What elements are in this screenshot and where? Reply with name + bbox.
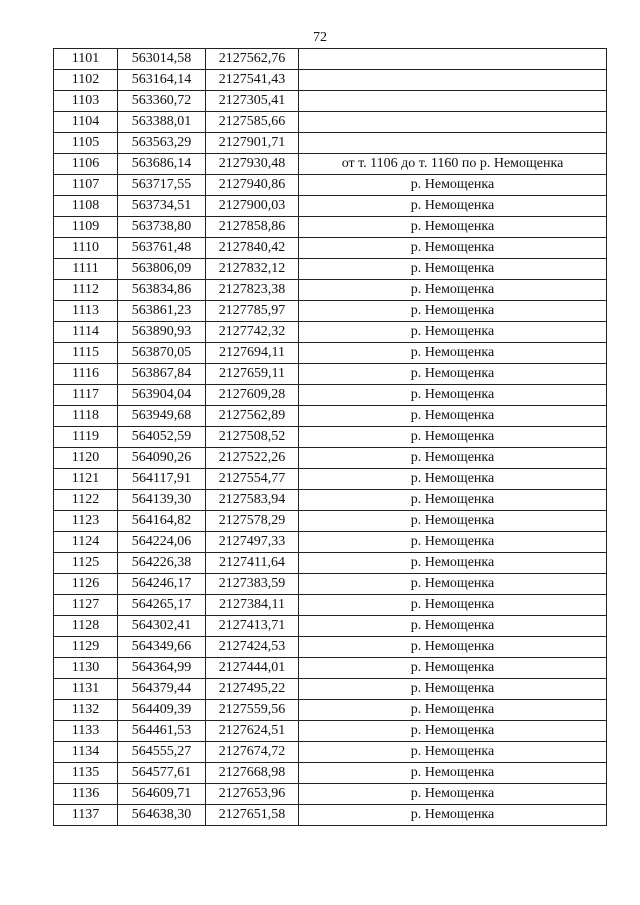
boundary-description-cell: от т. 1106 до т. 1160 по р. Немощенка [299,154,607,175]
boundary-description-cell: р. Немощенка [299,175,607,196]
x-coordinate-cell: 564638,30 [118,805,206,826]
y-coordinate-cell: 2127444,01 [206,658,299,679]
y-coordinate-cell: 2127785,97 [206,301,299,322]
point-number-cell: 1113 [54,301,118,322]
y-coordinate-cell: 2127424,53 [206,637,299,658]
x-coordinate-cell: 564461,53 [118,721,206,742]
x-coordinate-cell: 563890,93 [118,322,206,343]
boundary-description-cell: р. Немощенка [299,616,607,637]
y-coordinate-cell: 2127305,41 [206,91,299,112]
table-row [54,343,607,364]
point-number-cell: 1133 [54,721,118,742]
boundary-description-cell: р. Немощенка [299,784,607,805]
y-coordinate-cell: 2127742,32 [206,322,299,343]
table-row [54,658,607,679]
table-row [54,259,607,280]
point-number-cell: 1119 [54,427,118,448]
table-row [54,70,607,91]
y-coordinate-cell: 2127578,29 [206,511,299,532]
coordinates-table [53,48,607,826]
boundary-description-cell: р. Немощенка [299,532,607,553]
point-number-cell: 1134 [54,742,118,763]
x-coordinate-cell: 563870,05 [118,343,206,364]
point-number-cell: 1107 [54,175,118,196]
y-coordinate-cell: 2127659,11 [206,364,299,385]
y-coordinate-cell: 2127522,26 [206,448,299,469]
point-number-cell: 1114 [54,322,118,343]
x-coordinate-cell: 564349,66 [118,637,206,658]
boundary-description-cell: р. Немощенка [299,385,607,406]
table-row [54,364,607,385]
point-number-cell: 1132 [54,700,118,721]
point-number-cell: 1120 [54,448,118,469]
point-number-cell: 1103 [54,91,118,112]
y-coordinate-cell: 2127940,86 [206,175,299,196]
boundary-description-cell: р. Немощенка [299,658,607,679]
page-number: 72 [313,30,327,45]
boundary-description-cell: р. Немощенка [299,553,607,574]
table-row [54,196,607,217]
point-number-cell: 1124 [54,532,118,553]
x-coordinate-cell: 564265,17 [118,595,206,616]
coordinates-table-body [54,49,607,826]
x-coordinate-cell: 564164,82 [118,511,206,532]
table-row [54,637,607,658]
boundary-description-cell [299,91,607,112]
point-number-cell: 1122 [54,490,118,511]
y-coordinate-cell: 2127559,56 [206,700,299,721]
point-number-cell: 1126 [54,574,118,595]
x-coordinate-cell: 563388,01 [118,112,206,133]
point-number-cell: 1106 [54,154,118,175]
x-coordinate-cell: 563014,58 [118,49,206,70]
point-number-cell: 1121 [54,469,118,490]
point-number-cell: 1137 [54,805,118,826]
table-row [54,679,607,700]
y-coordinate-cell: 2127508,52 [206,427,299,448]
y-coordinate-cell: 2127668,98 [206,763,299,784]
table-row [54,574,607,595]
boundary-description-cell: р. Немощенка [299,259,607,280]
y-coordinate-cell: 2127554,77 [206,469,299,490]
y-coordinate-cell: 2127858,86 [206,217,299,238]
point-number-cell: 1125 [54,553,118,574]
x-coordinate-cell: 563738,80 [118,217,206,238]
y-coordinate-cell: 2127384,11 [206,595,299,616]
boundary-description-cell [299,49,607,70]
x-coordinate-cell: 563164,14 [118,70,206,91]
x-coordinate-cell: 563563,29 [118,133,206,154]
point-number-cell: 1129 [54,637,118,658]
x-coordinate-cell: 563734,51 [118,196,206,217]
y-coordinate-cell: 2127653,96 [206,784,299,805]
y-coordinate-cell: 2127832,12 [206,259,299,280]
y-coordinate-cell: 2127585,66 [206,112,299,133]
y-coordinate-cell: 2127823,38 [206,280,299,301]
table-row [54,406,607,427]
x-coordinate-cell: 564379,44 [118,679,206,700]
boundary-description-cell: р. Немощенка [299,217,607,238]
x-coordinate-cell: 564577,61 [118,763,206,784]
y-coordinate-cell: 2127411,64 [206,553,299,574]
boundary-description-cell: р. Немощенка [299,511,607,532]
table-row [54,133,607,154]
x-coordinate-cell: 564052,59 [118,427,206,448]
table-row [54,175,607,196]
boundary-description-cell: р. Немощенка [299,343,607,364]
y-coordinate-cell: 2127694,11 [206,343,299,364]
point-number-cell: 1116 [54,364,118,385]
x-coordinate-cell: 564139,30 [118,490,206,511]
y-coordinate-cell: 2127651,58 [206,805,299,826]
table-row [54,595,607,616]
table-row [54,742,607,763]
table-row [54,238,607,259]
point-number-cell: 1127 [54,595,118,616]
point-number-cell: 1117 [54,385,118,406]
point-number-cell: 1109 [54,217,118,238]
table-row [54,49,607,70]
point-number-cell: 1104 [54,112,118,133]
y-coordinate-cell: 2127900,03 [206,196,299,217]
y-coordinate-cell: 2127562,76 [206,49,299,70]
y-coordinate-cell: 2127497,33 [206,532,299,553]
x-coordinate-cell: 563834,86 [118,280,206,301]
boundary-description-cell: р. Немощенка [299,637,607,658]
boundary-description-cell: р. Немощенка [299,406,607,427]
table-row [54,280,607,301]
table-row [54,448,607,469]
y-coordinate-cell: 2127383,59 [206,574,299,595]
x-coordinate-cell: 563686,14 [118,154,206,175]
point-number-cell: 1136 [54,784,118,805]
point-number-cell: 1128 [54,616,118,637]
point-number-cell: 1130 [54,658,118,679]
x-coordinate-cell: 563867,84 [118,364,206,385]
y-coordinate-cell: 2127583,94 [206,490,299,511]
y-coordinate-cell: 2127562,89 [206,406,299,427]
table-row [54,91,607,112]
x-coordinate-cell: 564224,06 [118,532,206,553]
point-number-cell: 1105 [54,133,118,154]
boundary-description-cell: р. Немощенка [299,763,607,784]
point-number-cell: 1110 [54,238,118,259]
y-coordinate-cell: 2127930,48 [206,154,299,175]
boundary-description-cell: р. Немощенка [299,742,607,763]
x-coordinate-cell: 564117,91 [118,469,206,490]
boundary-description-cell: р. Немощенка [299,595,607,616]
y-coordinate-cell: 2127413,71 [206,616,299,637]
x-coordinate-cell: 564409,39 [118,700,206,721]
table-row [54,784,607,805]
point-number-cell: 1102 [54,70,118,91]
boundary-description-cell: р. Немощенка [299,679,607,700]
y-coordinate-cell: 2127840,42 [206,238,299,259]
table-row [54,154,607,175]
boundary-description-cell: р. Немощенка [299,322,607,343]
table-row [54,217,607,238]
boundary-description-cell [299,70,607,91]
point-number-cell: 1115 [54,343,118,364]
table-row [54,490,607,511]
point-number-cell: 1131 [54,679,118,700]
boundary-description-cell: р. Немощенка [299,364,607,385]
table-row [54,700,607,721]
boundary-description-cell: р. Немощенка [299,448,607,469]
x-coordinate-cell: 564609,71 [118,784,206,805]
x-coordinate-cell: 563806,09 [118,259,206,280]
boundary-description-cell [299,112,607,133]
table-row [54,532,607,553]
point-number-cell: 1111 [54,259,118,280]
table-row [54,805,607,826]
y-coordinate-cell: 2127541,43 [206,70,299,91]
table-row [54,322,607,343]
x-coordinate-cell: 563904,04 [118,385,206,406]
point-number-cell: 1101 [54,49,118,70]
table-row [54,721,607,742]
x-coordinate-cell: 564226,38 [118,553,206,574]
table-row [54,385,607,406]
point-number-cell: 1108 [54,196,118,217]
table-row [54,616,607,637]
table-row [54,301,607,322]
boundary-description-cell: р. Немощенка [299,700,607,721]
x-coordinate-cell: 564090,26 [118,448,206,469]
table-row [54,763,607,784]
boundary-description-cell: р. Немощенка [299,490,607,511]
table-row [54,112,607,133]
boundary-description-cell [299,133,607,154]
x-coordinate-cell: 563717,55 [118,175,206,196]
table-row [54,553,607,574]
y-coordinate-cell: 2127901,71 [206,133,299,154]
y-coordinate-cell: 2127624,51 [206,721,299,742]
boundary-description-cell: р. Немощенка [299,238,607,259]
point-number-cell: 1112 [54,280,118,301]
x-coordinate-cell: 563861,23 [118,301,206,322]
boundary-description-cell: р. Немощенка [299,301,607,322]
boundary-description-cell: р. Немощенка [299,196,607,217]
boundary-description-cell: р. Немощенка [299,805,607,826]
point-number-cell: 1123 [54,511,118,532]
point-number-cell: 1118 [54,406,118,427]
boundary-description-cell: р. Немощенка [299,427,607,448]
x-coordinate-cell: 564246,17 [118,574,206,595]
y-coordinate-cell: 2127609,28 [206,385,299,406]
boundary-description-cell: р. Немощенка [299,721,607,742]
boundary-description-cell: р. Немощенка [299,469,607,490]
x-coordinate-cell: 563761,48 [118,238,206,259]
table-row [54,469,607,490]
y-coordinate-cell: 2127495,22 [206,679,299,700]
point-number-cell: 1135 [54,763,118,784]
x-coordinate-cell: 564302,41 [118,616,206,637]
x-coordinate-cell: 563949,68 [118,406,206,427]
x-coordinate-cell: 564364,99 [118,658,206,679]
boundary-description-cell: р. Немощенка [299,280,607,301]
table-row [54,511,607,532]
x-coordinate-cell: 564555,27 [118,742,206,763]
boundary-description-cell: р. Немощенка [299,574,607,595]
table-row [54,427,607,448]
y-coordinate-cell: 2127674,72 [206,742,299,763]
x-coordinate-cell: 563360,72 [118,91,206,112]
